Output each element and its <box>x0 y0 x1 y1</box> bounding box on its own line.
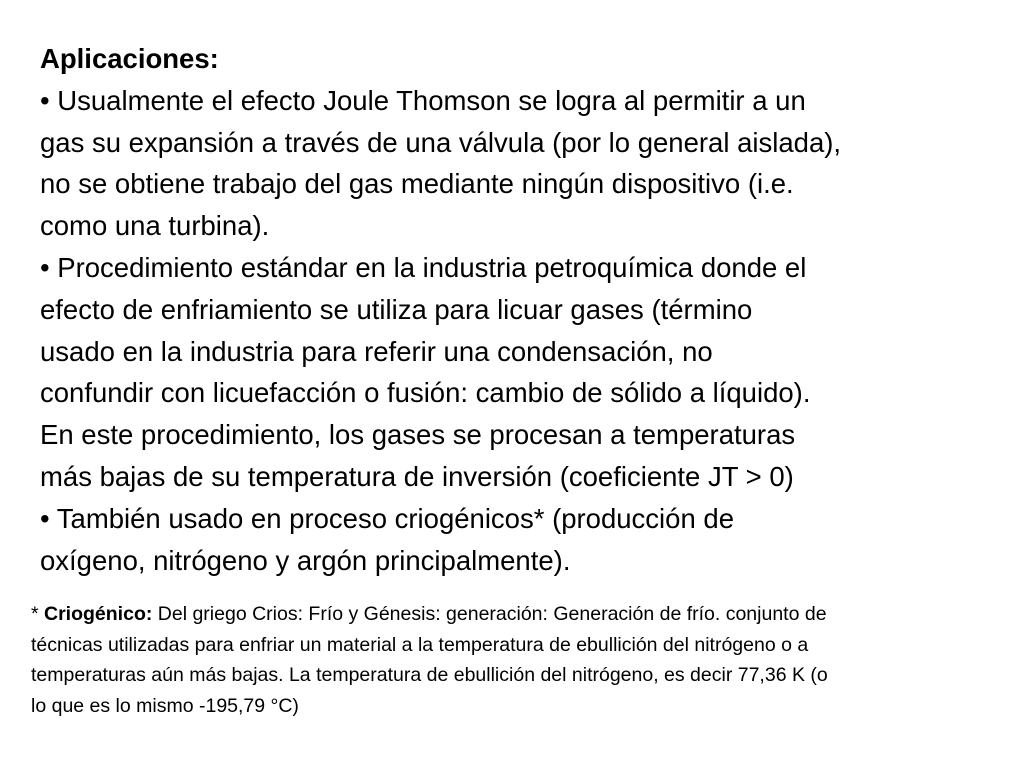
main-text-block <box>40 38 1010 581</box>
body-line: confundir con licuefacción o fusión: cambio de sólido a líquido). <box>40 377 811 409</box>
slide-heading: Aplicaciones: <box>40 43 219 74</box>
body-line: más bajas de su temperatura de inversión (coeficiente JT > 0) <box>40 460 794 492</box>
footnote-term: Criogénico: <box>44 603 153 625</box>
footnote-line: temperaturas aún más bajas. La temperatura de ebullición del nitrógeno, es decir 77,36 K (o <box>31 664 828 686</box>
footnote-marker: * <box>31 603 45 625</box>
body-line: En este procedimiento, los gases se procesan a temperaturas <box>40 419 796 451</box>
body-line: no se obtiene trabajo del gas mediante ningún dispositivo (i.e. <box>40 168 794 200</box>
footnote-line <box>31 599 1006 630</box>
body-line: • Procedimiento estándar en la industria petroquímica donde el <box>40 251 807 283</box>
body-line: efecto de enfriamiento se utiliza para licuar gases (término <box>40 293 753 325</box>
body-line: oxígeno, nitrógeno y argón principalmente). <box>40 544 571 576</box>
body-line: • También usado en proceso criogénicos* (producción de <box>40 502 734 534</box>
body-line: como una turbina). <box>40 210 270 242</box>
footnote-line: lo que es lo mismo -195,79 °C) <box>31 694 299 717</box>
footnote-line: técnicas utilizadas para enfriar un material a la temperatura de ebullición del nitrógeno o a <box>31 633 809 656</box>
footnote-definition: Del griego Crios: Frío y Génesis: generación: Generación de frío. conjunto de <box>152 603 827 625</box>
body-line: gas su expansión a través de una válvula (por lo general aislada), <box>40 126 842 158</box>
body-line: • Usualmente el efecto Joule Thomson se logra al permitir a un <box>40 84 806 116</box>
body-line: usado en la industria para referir una condensación, no <box>40 335 713 367</box>
footnote <box>31 599 1006 721</box>
